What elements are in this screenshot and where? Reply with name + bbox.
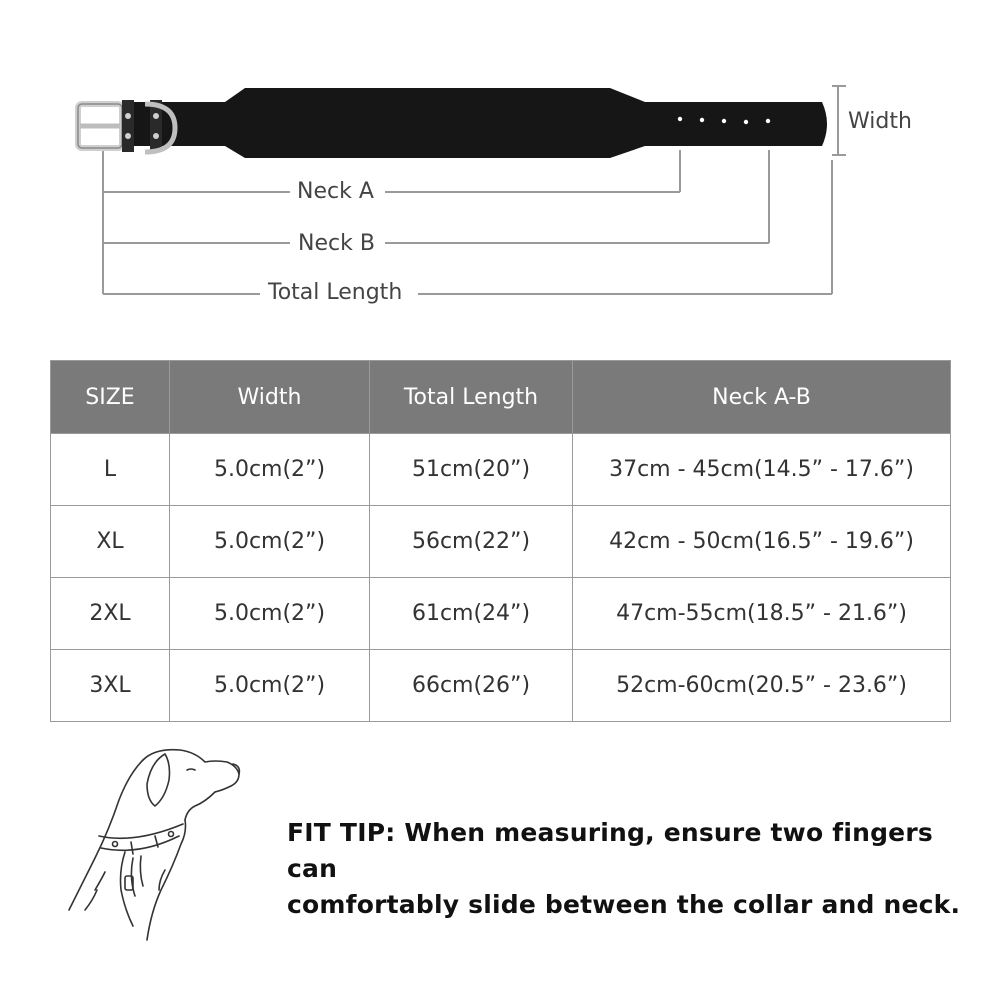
width-label: Width xyxy=(842,109,918,135)
table-row xyxy=(51,506,951,578)
neck-range-cell: 37cm - 45cm(14.5” - 17.6”) xyxy=(573,434,951,506)
size-cell: 3XL xyxy=(51,650,170,722)
total-length-label: Total Length xyxy=(262,280,408,306)
width-cell: 5.0cm(2”) xyxy=(170,650,370,722)
size-chart-table xyxy=(50,360,951,722)
header-size: SIZE xyxy=(51,361,170,434)
neck-a-label: Neck A xyxy=(291,179,380,205)
size-cell: XL xyxy=(51,506,170,578)
table-row xyxy=(51,650,951,722)
header-total-length: Total Length xyxy=(370,361,573,434)
collar-illustration xyxy=(0,0,1000,330)
collar-strap xyxy=(120,88,827,158)
header-neck-a-b: Neck A-B xyxy=(573,361,951,434)
fit-tip-line-1: FIT TIP: When measuring, ensure two fingers can xyxy=(287,818,933,883)
neck-range-cell: 42cm - 50cm(16.5” - 19.6”) xyxy=(573,506,951,578)
neck-range-cell: 52cm-60cm(20.5” - 23.6”) xyxy=(573,650,951,722)
table-row xyxy=(51,434,951,506)
dog-sketch-icon xyxy=(55,740,255,950)
size-cell: L xyxy=(51,434,170,506)
table-header-row xyxy=(51,361,951,434)
collar-measurement-diagram xyxy=(0,0,1000,330)
fit-tip xyxy=(287,815,967,923)
fit-tip-line-2: comfortably slide between the collar and neck. xyxy=(287,890,961,919)
header-width: Width xyxy=(170,361,370,434)
width-cell: 5.0cm(2”) xyxy=(170,506,370,578)
total-length-cell: 51cm(20”) xyxy=(370,434,573,506)
width-cell: 5.0cm(2”) xyxy=(170,578,370,650)
width-cell: 5.0cm(2”) xyxy=(170,434,370,506)
table-row xyxy=(51,578,951,650)
neck-b-label: Neck B xyxy=(292,231,381,257)
size-cell: 2XL xyxy=(51,578,170,650)
total-length-cell: 56cm(22”) xyxy=(370,506,573,578)
neck-range-cell: 47cm-55cm(18.5” - 21.6”) xyxy=(573,578,951,650)
total-length-cell: 61cm(24”) xyxy=(370,578,573,650)
total-length-cell: 66cm(26”) xyxy=(370,650,573,722)
